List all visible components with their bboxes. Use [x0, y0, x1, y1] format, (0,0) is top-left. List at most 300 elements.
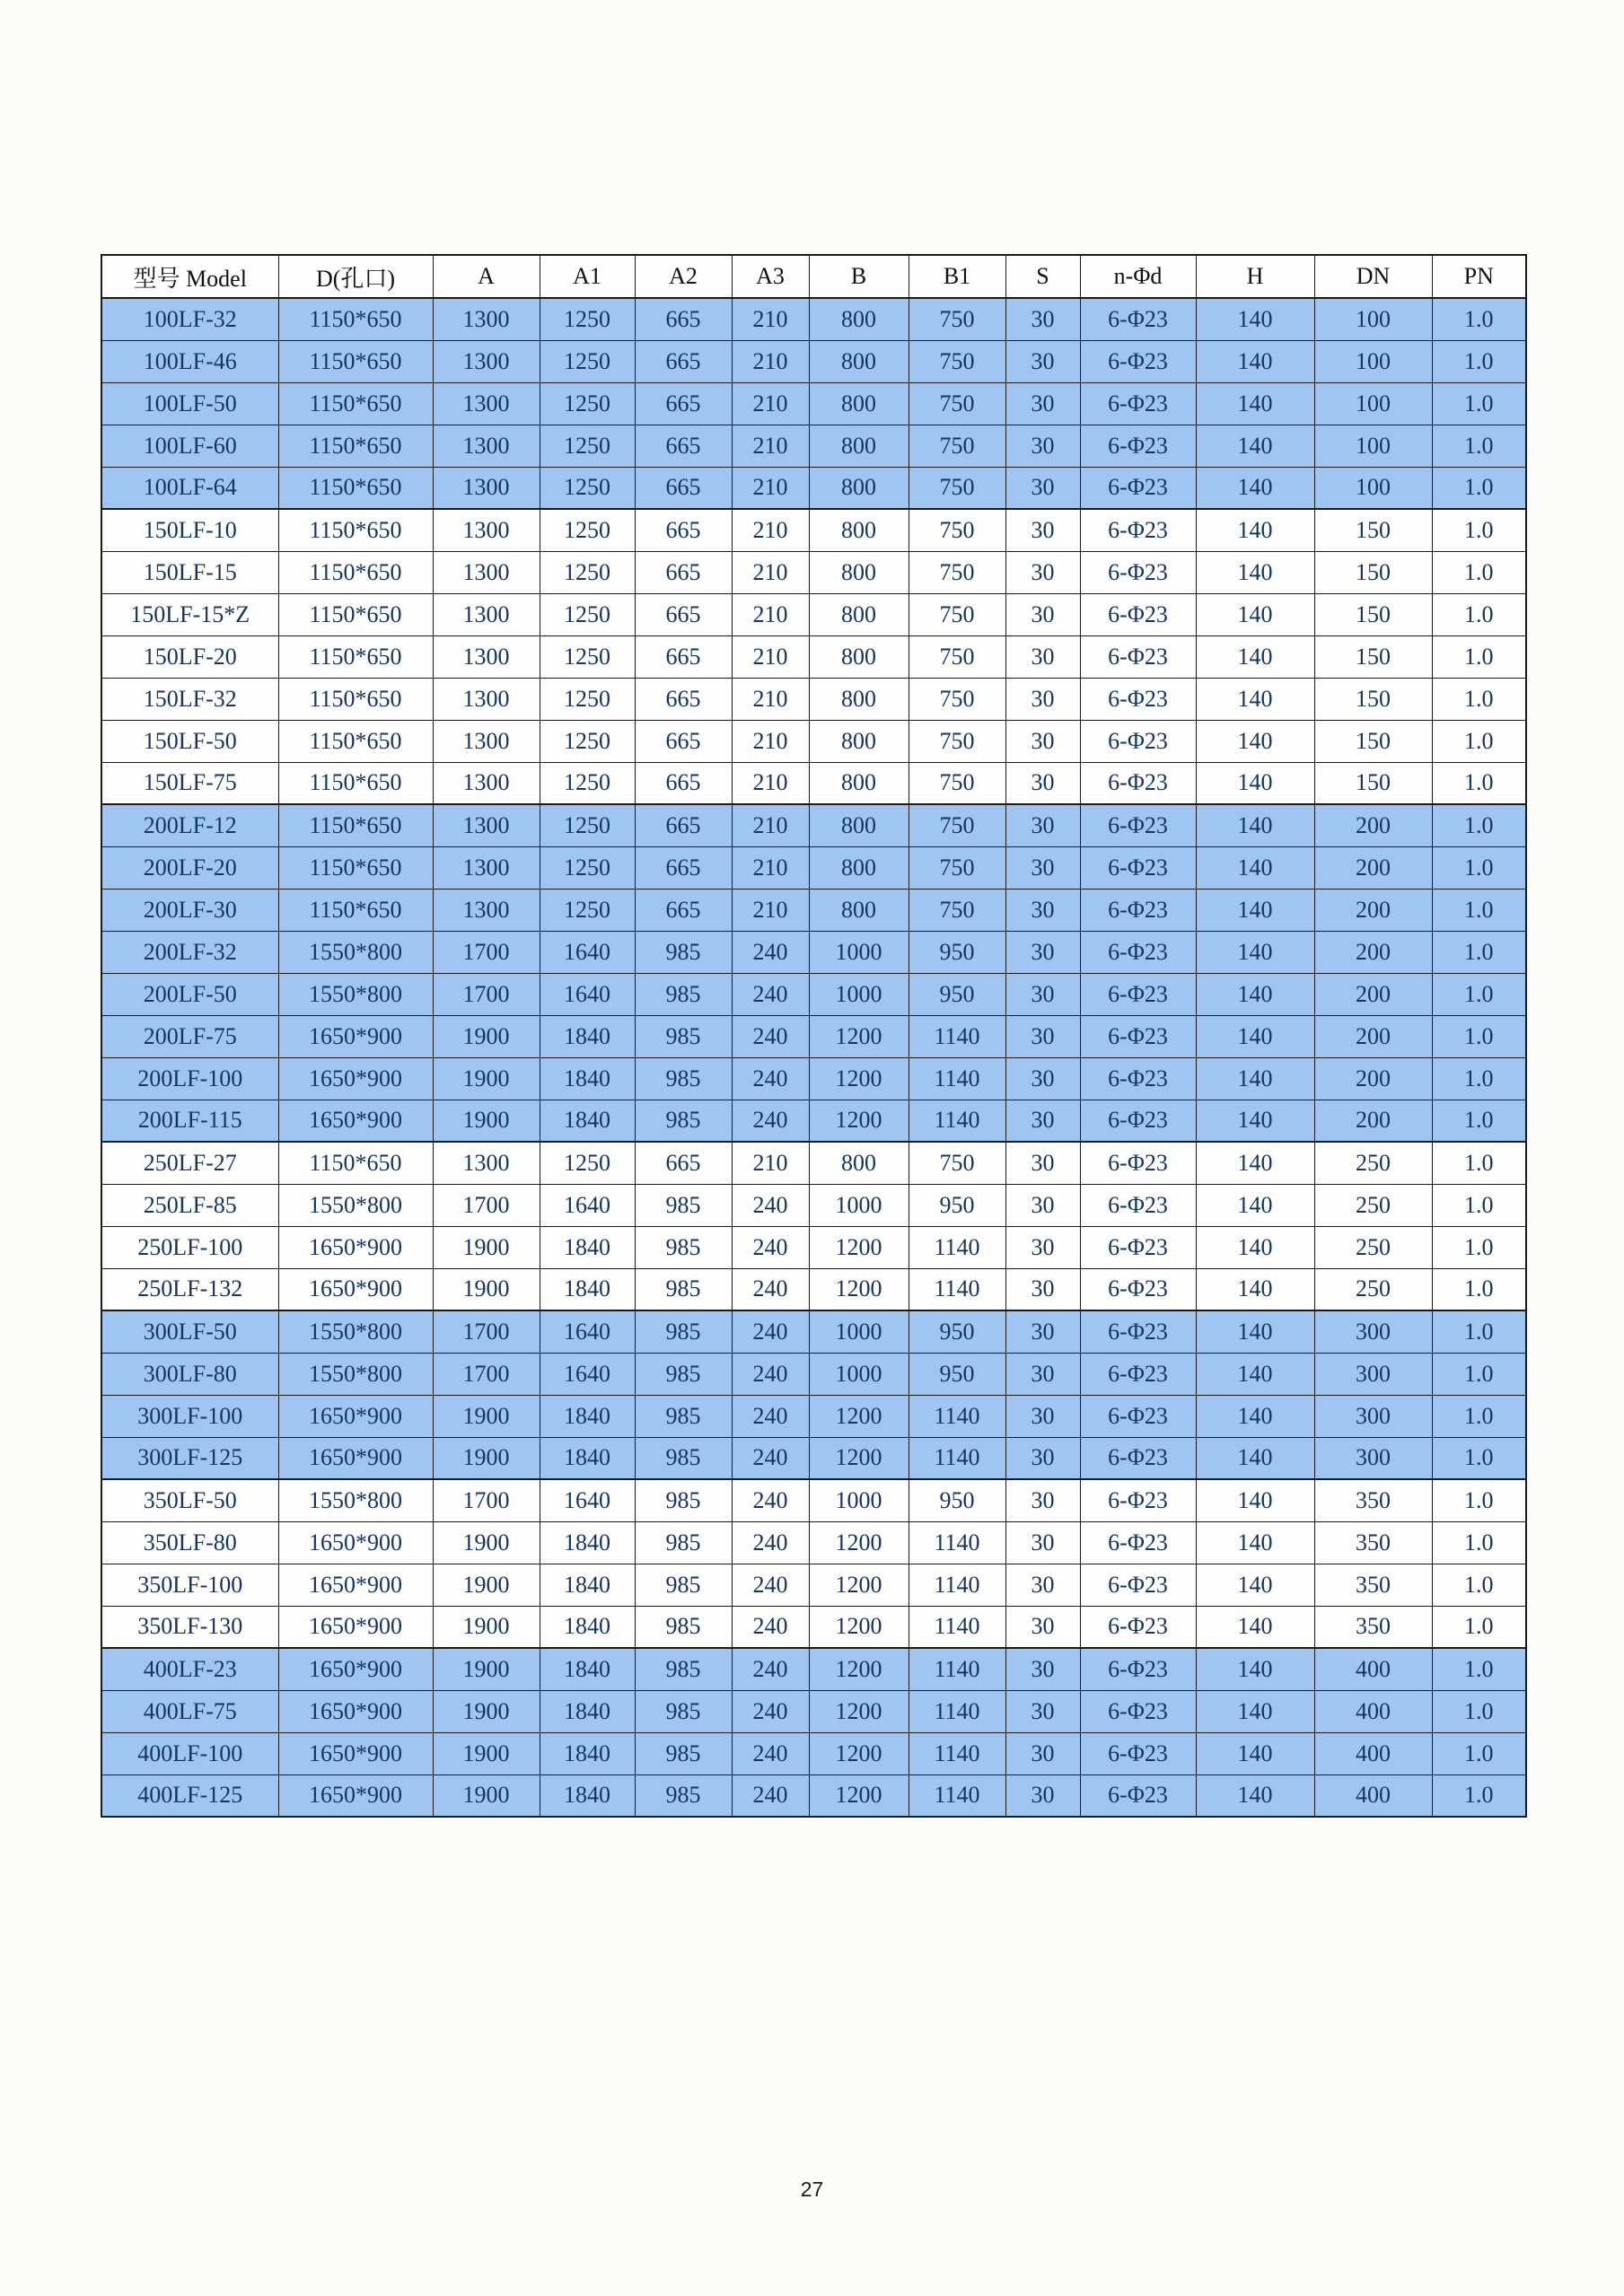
- cell-h: 140: [1196, 298, 1314, 340]
- cell-s: 30: [1005, 1564, 1080, 1606]
- cell-s: 30: [1005, 889, 1080, 931]
- cell-nphid: 6-Φ23: [1080, 1353, 1196, 1395]
- cell-a1: 1840: [540, 1015, 635, 1057]
- cell-b1: 1140: [909, 1437, 1005, 1479]
- cell-b: 800: [809, 467, 909, 509]
- cell-a2: 665: [635, 509, 732, 551]
- cell-dn: 250: [1314, 1226, 1432, 1268]
- cell-model: 200LF-30: [101, 889, 278, 931]
- cell-h: 140: [1196, 425, 1314, 467]
- cell-model: 300LF-100: [101, 1395, 278, 1437]
- cell-nphid: 6-Φ23: [1080, 1184, 1196, 1226]
- cell-model: 150LF-75: [101, 762, 278, 804]
- table-row: [101, 762, 1526, 804]
- cell-nphid: 6-Φ23: [1080, 1648, 1196, 1690]
- cell-s: 30: [1005, 382, 1080, 425]
- cell-d: 1150*650: [278, 846, 433, 889]
- cell-d: 1150*650: [278, 340, 433, 382]
- cell-a2: 985: [635, 1521, 732, 1564]
- cell-a3: 240: [732, 1057, 809, 1100]
- cell-b1: 1140: [909, 1015, 1005, 1057]
- cell-a3: 240: [732, 1268, 809, 1310]
- cell-b: 800: [809, 889, 909, 931]
- cell-a3: 210: [732, 298, 809, 340]
- cell-a3: 240: [732, 1690, 809, 1732]
- cell-h: 140: [1196, 1690, 1314, 1732]
- cell-h: 140: [1196, 1268, 1314, 1310]
- cell-d: 1550*800: [278, 1310, 433, 1353]
- cell-b1: 750: [909, 804, 1005, 846]
- cell-dn: 150: [1314, 678, 1432, 720]
- cell-nphid: 6-Φ23: [1080, 1100, 1196, 1142]
- cell-a3: 240: [732, 1353, 809, 1395]
- cell-pn: 1.0: [1432, 1057, 1526, 1100]
- table-row: [101, 804, 1526, 846]
- cell-model: 200LF-115: [101, 1100, 278, 1142]
- cell-nphid: 6-Φ23: [1080, 1015, 1196, 1057]
- cell-d: 1650*900: [278, 1395, 433, 1437]
- table-row: [101, 720, 1526, 762]
- table-row: [101, 382, 1526, 425]
- cell-b: 800: [809, 425, 909, 467]
- cell-b: 1000: [809, 931, 909, 973]
- cell-a: 1900: [433, 1268, 540, 1310]
- cell-a3: 210: [732, 593, 809, 635]
- cell-d: 1650*900: [278, 1268, 433, 1310]
- cell-b1: 1140: [909, 1775, 1005, 1817]
- cell-d: 1650*900: [278, 1015, 433, 1057]
- cell-model: 200LF-12: [101, 804, 278, 846]
- cell-a3: 240: [732, 1732, 809, 1775]
- cell-pn: 1.0: [1432, 593, 1526, 635]
- cell-s: 30: [1005, 1775, 1080, 1817]
- cell-s: 30: [1005, 846, 1080, 889]
- cell-a1: 1250: [540, 340, 635, 382]
- cell-dn: 150: [1314, 762, 1432, 804]
- cell-pn: 1.0: [1432, 931, 1526, 973]
- cell-b1: 750: [909, 298, 1005, 340]
- cell-a1: 1840: [540, 1564, 635, 1606]
- cell-pn: 1.0: [1432, 1184, 1526, 1226]
- table-row: [101, 425, 1526, 467]
- cell-d: 1550*800: [278, 973, 433, 1015]
- table-row: [101, 467, 1526, 509]
- cell-a3: 210: [732, 762, 809, 804]
- cell-a1: 1250: [540, 593, 635, 635]
- cell-nphid: 6-Φ23: [1080, 973, 1196, 1015]
- table-row: [101, 1310, 1526, 1353]
- cell-a2: 665: [635, 425, 732, 467]
- cell-pn: 1.0: [1432, 1564, 1526, 1606]
- cell-dn: 200: [1314, 804, 1432, 846]
- cell-d: 1550*800: [278, 1353, 433, 1395]
- cell-pn: 1.0: [1432, 1226, 1526, 1268]
- cell-h: 140: [1196, 1015, 1314, 1057]
- cell-a: 1300: [433, 382, 540, 425]
- cell-a: 1900: [433, 1606, 540, 1648]
- cell-b: 1200: [809, 1690, 909, 1732]
- cell-b: 1200: [809, 1648, 909, 1690]
- cell-pn: 1.0: [1432, 1395, 1526, 1437]
- header-row: [101, 255, 1526, 298]
- cell-s: 30: [1005, 720, 1080, 762]
- col-header-model: 型号 Model: [101, 255, 278, 298]
- cell-nphid: 6-Φ23: [1080, 1268, 1196, 1310]
- cell-a2: 985: [635, 1437, 732, 1479]
- cell-dn: 100: [1314, 425, 1432, 467]
- cell-pn: 1.0: [1432, 1310, 1526, 1353]
- cell-a2: 665: [635, 382, 732, 425]
- cell-b: 1200: [809, 1521, 909, 1564]
- cell-s: 30: [1005, 1521, 1080, 1564]
- cell-model: 200LF-32: [101, 931, 278, 973]
- cell-b1: 1140: [909, 1100, 1005, 1142]
- cell-model: 100LF-32: [101, 298, 278, 340]
- cell-h: 140: [1196, 1057, 1314, 1100]
- cell-a1: 1250: [540, 720, 635, 762]
- table-row: [101, 1690, 1526, 1732]
- cell-a: 1900: [433, 1521, 540, 1564]
- cell-h: 140: [1196, 678, 1314, 720]
- table-row: [101, 1268, 1526, 1310]
- table-row: [101, 1564, 1526, 1606]
- cell-b1: 1140: [909, 1690, 1005, 1732]
- table-row: [101, 1184, 1526, 1226]
- cell-b: 1200: [809, 1732, 909, 1775]
- cell-a: 1700: [433, 973, 540, 1015]
- cell-d: 1650*900: [278, 1690, 433, 1732]
- cell-s: 30: [1005, 593, 1080, 635]
- cell-model: 100LF-50: [101, 382, 278, 425]
- cell-h: 140: [1196, 1775, 1314, 1817]
- cell-model: 350LF-100: [101, 1564, 278, 1606]
- cell-h: 140: [1196, 593, 1314, 635]
- cell-b1: 1140: [909, 1606, 1005, 1648]
- cell-model: 200LF-75: [101, 1015, 278, 1057]
- cell-a1: 1840: [540, 1226, 635, 1268]
- cell-nphid: 6-Φ23: [1080, 509, 1196, 551]
- cell-d: 1150*650: [278, 551, 433, 593]
- cell-nphid: 6-Φ23: [1080, 762, 1196, 804]
- cell-nphid: 6-Φ23: [1080, 1395, 1196, 1437]
- cell-a2: 985: [635, 931, 732, 973]
- cell-d: 1150*650: [278, 509, 433, 551]
- cell-model: 200LF-100: [101, 1057, 278, 1100]
- cell-b1: 1140: [909, 1057, 1005, 1100]
- cell-nphid: 6-Φ23: [1080, 931, 1196, 973]
- cell-a2: 985: [635, 1732, 732, 1775]
- cell-dn: 350: [1314, 1564, 1432, 1606]
- cell-h: 140: [1196, 467, 1314, 509]
- cell-pn: 1.0: [1432, 509, 1526, 551]
- cell-a3: 210: [732, 846, 809, 889]
- table-row: [101, 1226, 1526, 1268]
- cell-a3: 240: [732, 1100, 809, 1142]
- cell-dn: 100: [1314, 382, 1432, 425]
- table-row: [101, 1437, 1526, 1479]
- cell-a1: 1840: [540, 1690, 635, 1732]
- cell-nphid: 6-Φ23: [1080, 1310, 1196, 1353]
- cell-d: 1150*650: [278, 467, 433, 509]
- cell-a1: 1840: [540, 1732, 635, 1775]
- cell-a: 1900: [433, 1775, 540, 1817]
- table-row: [101, 889, 1526, 931]
- table-row: [101, 1353, 1526, 1395]
- cell-d: 1550*800: [278, 931, 433, 973]
- cell-dn: 250: [1314, 1184, 1432, 1226]
- cell-dn: 200: [1314, 1015, 1432, 1057]
- cell-pn: 1.0: [1432, 340, 1526, 382]
- cell-b: 800: [809, 635, 909, 678]
- cell-a: 1300: [433, 425, 540, 467]
- cell-a: 1900: [433, 1226, 540, 1268]
- cell-h: 140: [1196, 804, 1314, 846]
- cell-nphid: 6-Φ23: [1080, 678, 1196, 720]
- cell-b: 1200: [809, 1015, 909, 1057]
- cell-h: 140: [1196, 1732, 1314, 1775]
- cell-dn: 250: [1314, 1142, 1432, 1184]
- cell-a: 1900: [433, 1732, 540, 1775]
- cell-h: 140: [1196, 551, 1314, 593]
- cell-a: 1900: [433, 1437, 540, 1479]
- cell-nphid: 6-Φ23: [1080, 635, 1196, 678]
- cell-h: 140: [1196, 509, 1314, 551]
- cell-a3: 240: [732, 1395, 809, 1437]
- cell-s: 30: [1005, 1606, 1080, 1648]
- cell-h: 140: [1196, 846, 1314, 889]
- cell-dn: 300: [1314, 1353, 1432, 1395]
- cell-h: 140: [1196, 1606, 1314, 1648]
- cell-b: 800: [809, 846, 909, 889]
- cell-a3: 240: [732, 1564, 809, 1606]
- cell-pn: 1.0: [1432, 678, 1526, 720]
- cell-a3: 240: [732, 1775, 809, 1817]
- cell-a1: 1250: [540, 551, 635, 593]
- cell-model: 150LF-15: [101, 551, 278, 593]
- cell-model: 150LF-10: [101, 509, 278, 551]
- cell-a2: 665: [635, 762, 732, 804]
- cell-a3: 210: [732, 804, 809, 846]
- cell-b: 800: [809, 720, 909, 762]
- cell-a2: 985: [635, 1310, 732, 1353]
- table-row: [101, 1015, 1526, 1057]
- cell-a2: 665: [635, 804, 732, 846]
- cell-a2: 985: [635, 1775, 732, 1817]
- cell-s: 30: [1005, 1353, 1080, 1395]
- cell-a3: 240: [732, 1606, 809, 1648]
- cell-model: 350LF-50: [101, 1479, 278, 1521]
- cell-dn: 200: [1314, 846, 1432, 889]
- cell-d: 1150*650: [278, 889, 433, 931]
- cell-b1: 1140: [909, 1564, 1005, 1606]
- cell-a1: 1640: [540, 1310, 635, 1353]
- cell-b1: 750: [909, 635, 1005, 678]
- table-row: [101, 1479, 1526, 1521]
- cell-a1: 1840: [540, 1775, 635, 1817]
- cell-a2: 985: [635, 1184, 732, 1226]
- cell-d: 1650*900: [278, 1732, 433, 1775]
- cell-d: 1650*900: [278, 1521, 433, 1564]
- cell-a2: 665: [635, 678, 732, 720]
- cell-a2: 665: [635, 551, 732, 593]
- table-row: [101, 1606, 1526, 1648]
- cell-b1: 950: [909, 1479, 1005, 1521]
- cell-s: 30: [1005, 931, 1080, 973]
- cell-a2: 985: [635, 973, 732, 1015]
- cell-s: 30: [1005, 804, 1080, 846]
- table-row: [101, 298, 1526, 340]
- cell-a2: 985: [635, 1226, 732, 1268]
- cell-h: 140: [1196, 1310, 1314, 1353]
- col-header-a: A: [433, 255, 540, 298]
- cell-h: 140: [1196, 1648, 1314, 1690]
- cell-nphid: 6-Φ23: [1080, 804, 1196, 846]
- cell-pn: 1.0: [1432, 1479, 1526, 1521]
- cell-h: 140: [1196, 1100, 1314, 1142]
- cell-a2: 665: [635, 1142, 732, 1184]
- cell-model: 250LF-132: [101, 1268, 278, 1310]
- cell-s: 30: [1005, 973, 1080, 1015]
- cell-b: 1000: [809, 1479, 909, 1521]
- cell-a3: 210: [732, 889, 809, 931]
- cell-model: 350LF-130: [101, 1606, 278, 1648]
- cell-h: 140: [1196, 1437, 1314, 1479]
- cell-s: 30: [1005, 678, 1080, 720]
- cell-a1: 1250: [540, 298, 635, 340]
- cell-a1: 1840: [540, 1521, 635, 1564]
- cell-a1: 1840: [540, 1057, 635, 1100]
- col-header-a1: A1: [540, 255, 635, 298]
- cell-b: 800: [809, 509, 909, 551]
- cell-b: 800: [809, 762, 909, 804]
- col-header-a2: A2: [635, 255, 732, 298]
- cell-a3: 240: [732, 1437, 809, 1479]
- cell-a1: 1250: [540, 846, 635, 889]
- cell-nphid: 6-Φ23: [1080, 846, 1196, 889]
- cell-b: 800: [809, 551, 909, 593]
- cell-a: 1300: [433, 846, 540, 889]
- cell-a1: 1250: [540, 425, 635, 467]
- cell-dn: 150: [1314, 509, 1432, 551]
- cell-a: 1300: [433, 720, 540, 762]
- cell-h: 140: [1196, 1521, 1314, 1564]
- cell-model: 100LF-64: [101, 467, 278, 509]
- table-row: [101, 973, 1526, 1015]
- cell-dn: 100: [1314, 467, 1432, 509]
- cell-b1: 950: [909, 973, 1005, 1015]
- cell-pn: 1.0: [1432, 804, 1526, 846]
- cell-b: 800: [809, 382, 909, 425]
- cell-model: 350LF-80: [101, 1521, 278, 1564]
- cell-a2: 985: [635, 1564, 732, 1606]
- cell-s: 30: [1005, 1310, 1080, 1353]
- cell-pn: 1.0: [1432, 1648, 1526, 1690]
- cell-d: 1650*900: [278, 1648, 433, 1690]
- cell-a3: 210: [732, 635, 809, 678]
- cell-a3: 210: [732, 340, 809, 382]
- cell-h: 140: [1196, 340, 1314, 382]
- table-row: [101, 1775, 1526, 1817]
- col-header-h: H: [1196, 255, 1314, 298]
- cell-h: 140: [1196, 1184, 1314, 1226]
- cell-model: 400LF-23: [101, 1648, 278, 1690]
- cell-a1: 1640: [540, 1353, 635, 1395]
- cell-b1: 750: [909, 593, 1005, 635]
- cell-nphid: 6-Φ23: [1080, 889, 1196, 931]
- cell-dn: 100: [1314, 298, 1432, 340]
- cell-a1: 1840: [540, 1100, 635, 1142]
- cell-a1: 1840: [540, 1395, 635, 1437]
- cell-s: 30: [1005, 1690, 1080, 1732]
- cell-model: 150LF-50: [101, 720, 278, 762]
- cell-dn: 200: [1314, 973, 1432, 1015]
- cell-a: 1300: [433, 509, 540, 551]
- cell-pn: 1.0: [1432, 1015, 1526, 1057]
- cell-a3: 210: [732, 1142, 809, 1184]
- cell-d: 1150*650: [278, 593, 433, 635]
- cell-a2: 665: [635, 298, 732, 340]
- cell-a2: 985: [635, 1353, 732, 1395]
- cell-nphid: 6-Φ23: [1080, 1606, 1196, 1648]
- cell-a1: 1640: [540, 1479, 635, 1521]
- cell-b1: 1140: [909, 1395, 1005, 1437]
- cell-a2: 665: [635, 467, 732, 509]
- cell-a3: 240: [732, 1015, 809, 1057]
- cell-nphid: 6-Φ23: [1080, 593, 1196, 635]
- cell-dn: 400: [1314, 1690, 1432, 1732]
- cell-a1: 1840: [540, 1437, 635, 1479]
- cell-a2: 985: [635, 1100, 732, 1142]
- col-header-b1: B1: [909, 255, 1005, 298]
- cell-d: 1150*650: [278, 425, 433, 467]
- cell-b: 1000: [809, 973, 909, 1015]
- cell-a3: 240: [732, 1184, 809, 1226]
- cell-a3: 240: [732, 1479, 809, 1521]
- cell-dn: 350: [1314, 1479, 1432, 1521]
- table-row: [101, 340, 1526, 382]
- cell-a: 1700: [433, 1184, 540, 1226]
- cell-a: 1900: [433, 1395, 540, 1437]
- cell-a3: 210: [732, 551, 809, 593]
- cell-s: 30: [1005, 425, 1080, 467]
- page-number: 27: [800, 2178, 824, 2201]
- cell-model: 150LF-32: [101, 678, 278, 720]
- cell-a3: 240: [732, 1226, 809, 1268]
- cell-a2: 985: [635, 1648, 732, 1690]
- cell-pn: 1.0: [1432, 720, 1526, 762]
- cell-a2: 665: [635, 846, 732, 889]
- cell-a: 1300: [433, 678, 540, 720]
- cell-d: 1150*650: [278, 720, 433, 762]
- cell-nphid: 6-Φ23: [1080, 467, 1196, 509]
- table-row: [101, 635, 1526, 678]
- cell-a: 1300: [433, 298, 540, 340]
- cell-a1: 1250: [540, 678, 635, 720]
- table-row: [101, 1648, 1526, 1690]
- cell-b1: 750: [909, 467, 1005, 509]
- cell-a2: 665: [635, 720, 732, 762]
- cell-a: 1900: [433, 1564, 540, 1606]
- cell-d: 1650*900: [278, 1437, 433, 1479]
- cell-pn: 1.0: [1432, 1100, 1526, 1142]
- cell-a: 1900: [433, 1015, 540, 1057]
- cell-s: 30: [1005, 509, 1080, 551]
- cell-b: 1200: [809, 1775, 909, 1817]
- cell-a2: 985: [635, 1057, 732, 1100]
- cell-a1: 1250: [540, 635, 635, 678]
- cell-b: 800: [809, 1142, 909, 1184]
- cell-model: 100LF-60: [101, 425, 278, 467]
